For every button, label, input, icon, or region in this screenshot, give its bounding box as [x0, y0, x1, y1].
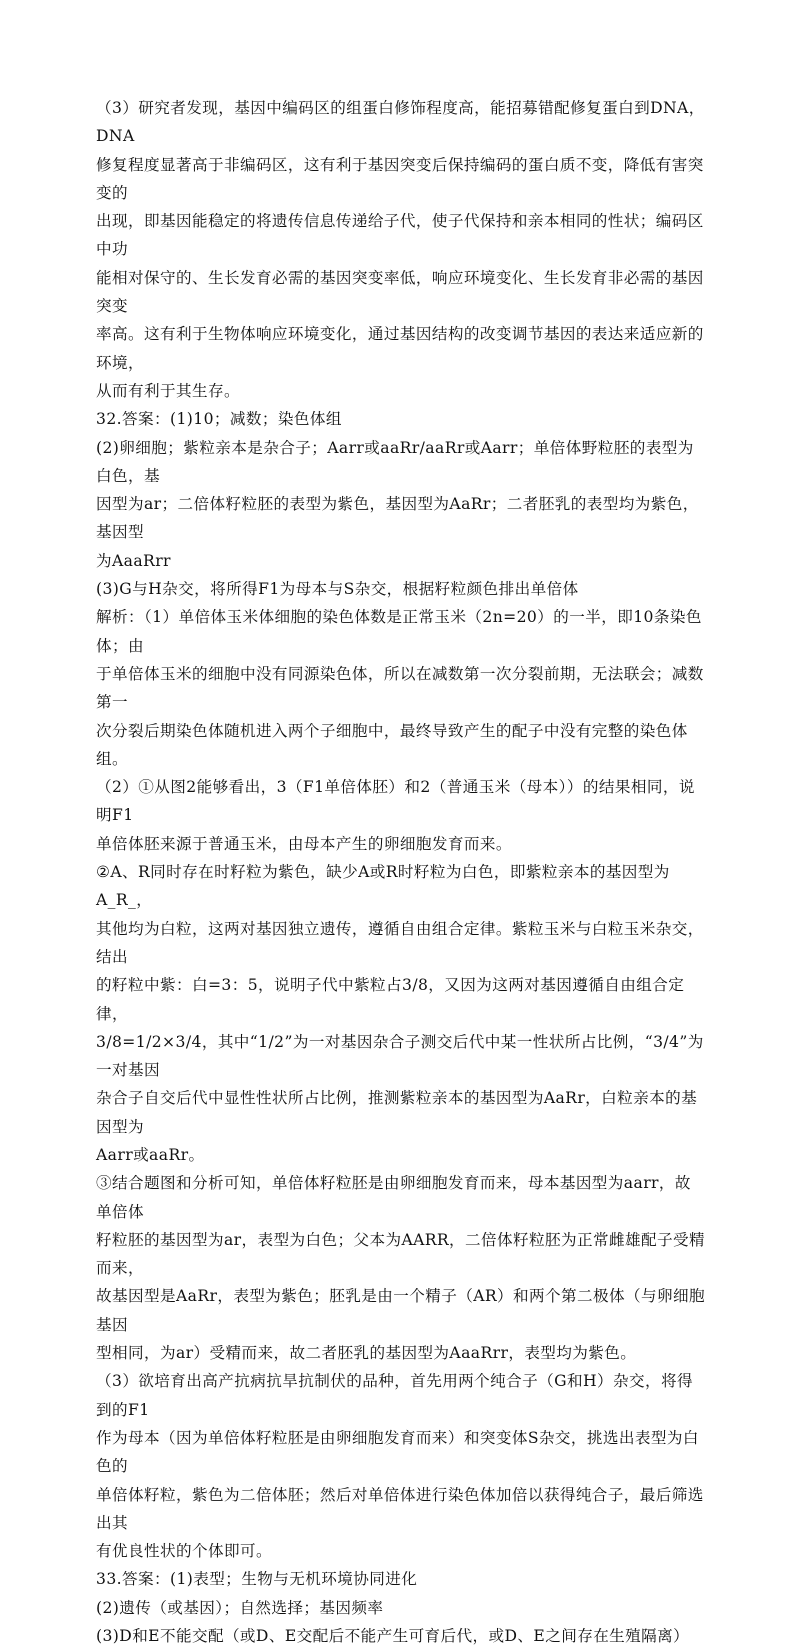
text-line: 次分裂后期染色体随机进入两个子细胞中，最终导致产生的配子中没有完整的染色体组。 [96, 721, 688, 768]
text-line: 为AaaRrr [96, 551, 171, 570]
text-line: 杂合子自交后代中显性性状所占比例，推测紫粒亲本的基因型为AaRr，白粒亲本的基因型为 [96, 1089, 698, 1136]
text-line: 单倍体胚来源于普通玉米，由母本产生的卵细胞发育而来。 [96, 834, 512, 853]
text-line: 能相对保守的、生长发育必需的基因突变率低，响应环境变化、生长发育非必需的基因突变 [96, 268, 704, 316]
text-line: 出现，即基因能稳定的将遗传信息传递给子代，使子代保持和亲本相同的性状；编码区中功 [96, 212, 704, 259]
answer-heading-33: 33.答案：(1)表型；生物与无机环境协同进化 [96, 1570, 418, 1589]
answer-heading-32: 32.答案：(1)10；减数；染色体组 [96, 410, 342, 429]
text-line: 从而有利于其生存。 [96, 381, 240, 400]
text-line: （3）欲培育出高产抗病抗旱抗制伏的品种，首先用两个纯合子（G和H）杂交，将得到的F1 [96, 1372, 693, 1419]
text-line: 故基因型是AaRr，表型为紫色；胚乳是由一个精子（AR）和两个第二极体（与卵细胞基因 [96, 1287, 705, 1334]
text-line: 3/8=1/2×3/4，其中“1/2”为一对基因杂合子测交后代中某一性状所占比例，“3/4”为一对基因 [96, 1032, 704, 1080]
text-line: 作为母本（因为单倍体籽粒胚是由卵细胞发育而来）和突变体S杂交，挑选出表型为白色的 [96, 1428, 699, 1476]
text-line: 于单倍体玉米的细胞中没有同源染色体，所以在减数第一次分裂前期，无法联会；减数第一 [96, 664, 704, 712]
text-line: Aarr或aaRr。 [96, 1145, 205, 1164]
text-line: (3)D和E不能交配（或D、E交配后不能产生可育后代，或D、E之间存在生殖隔离） [96, 1627, 690, 1646]
text-line: 其他均为白粒，这两对基因独立遗传，遵循自由组合定律。紫粒玉米与白粒玉米杂交，结出 [96, 919, 704, 966]
text-line: （2）①从图2能够看出，3（F1单倍体胚）和2（普通玉米（母本））的结果相同，说明F1 [96, 778, 695, 825]
text-line: 有优良性状的个体即可。 [96, 1542, 272, 1561]
analysis-line: 解析：（1）单倍体玉米体细胞的染色体数是正常玉米（2n=20）的一半，即10条染色体；由 [96, 608, 702, 655]
text-line: 率高。这有利于生物体响应环境变化，通过基因结构的改变调节基因的表达来适应新的环境， [96, 325, 704, 372]
text-line: (2)卵细胞；紫粒亲本是杂合子；Aarr或aaRr/aaRr或Aarr；单倍体野粒胚的表型为白色，基 [96, 438, 694, 485]
text-line: ③结合题图和分析可知，单倍体籽粒胚是由卵细胞发育而来，母本基因型为aarr，故单倍体 [96, 1174, 691, 1221]
text-line: ②A、R同时存在时籽粒为紫色，缺少A或R时籽粒为白色，即紫粒亲本的基因型为A_R_， [96, 863, 670, 910]
text-line: 籽粒胚的基因型为ar，表型为白色；父本为AARR，二倍体籽粒胚为正常雌雄配子受精而来， [96, 1230, 705, 1278]
text-line: (3)G与H杂交，将所得F1为母本与S杂交，根据籽粒颜色排出单倍体 [96, 580, 579, 599]
text-line: (2)遗传（或基因）；自然选择；基因频率 [96, 1598, 384, 1617]
text-line: （3）研究者发现，基因中编码区的组蛋白修饰程度高，能招募错配修复蛋白到DNA，DNA [96, 99, 705, 146]
text-line: 型相同，为ar）受精而来，故二者胚乳的基因型为AaaRrr，表型均为紫色。 [96, 1344, 637, 1363]
text-line: 修复程度显著高于非编码区，这有利于基因突变后保持编码的蛋白质不变，降低有害突变的 [96, 155, 704, 202]
text-line: 的籽粒中紫：白=3：5，说明子代中紫粒占3/8，又因为这两对基因遵循自由组合定律， [96, 976, 685, 1023]
text-line: 单倍体籽粒，紫色为二倍体胚；然后对单倍体进行染色体加倍以获得纯合子，最后筛选出其 [96, 1485, 704, 1532]
text-line: 因型为ar；二倍体籽粒胚的表型为紫色，基因型为AaRr；二者胚乳的表型均为紫色，基因型 [96, 495, 699, 542]
